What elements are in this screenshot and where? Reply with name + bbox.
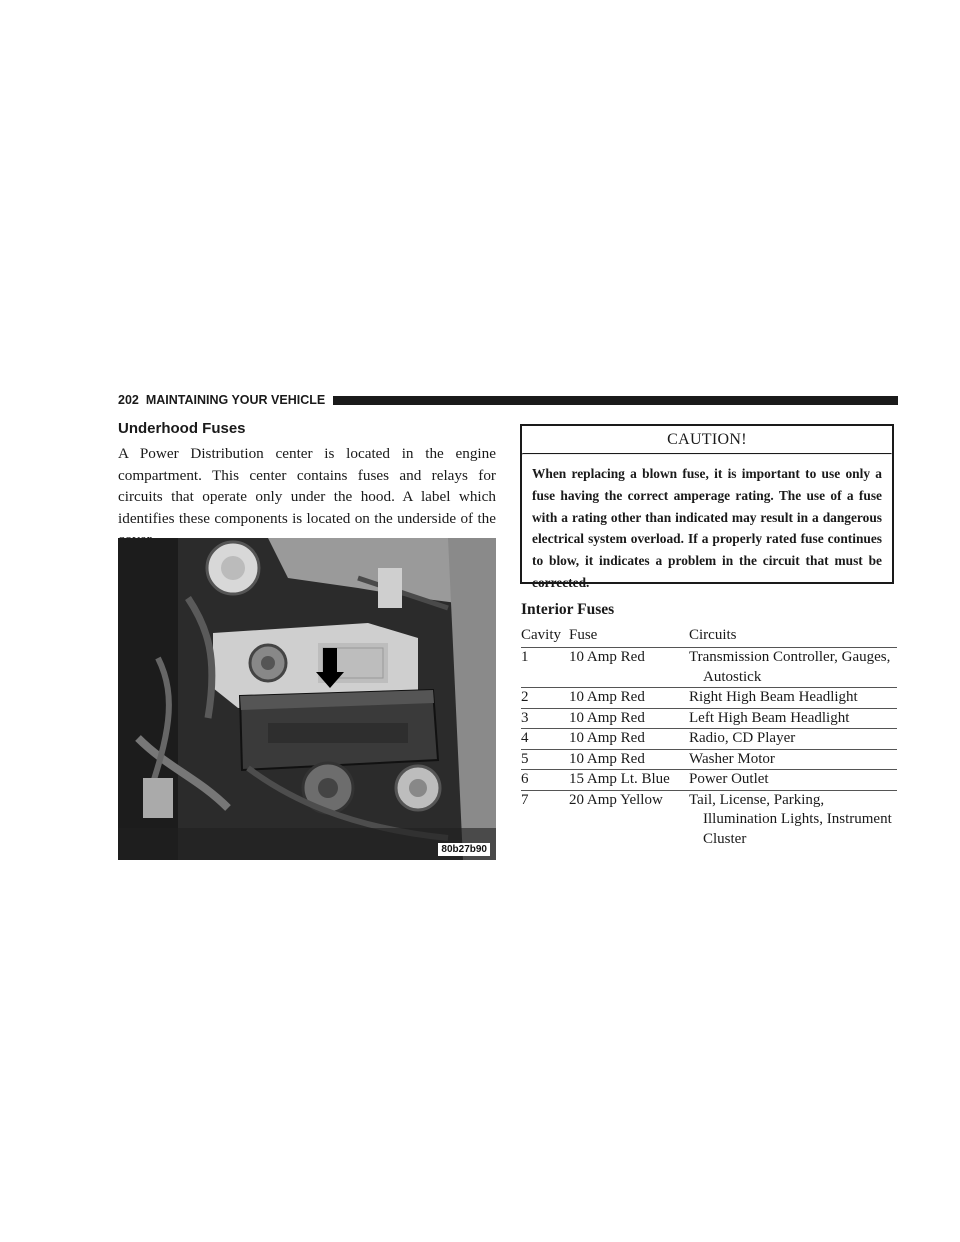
engine-bay-illustration xyxy=(118,538,496,860)
column-header-circuits: Circuits xyxy=(689,625,897,648)
fuse-cell: 15 Amp Lt. Blue xyxy=(569,770,689,791)
cavity-cell: 4 xyxy=(521,729,569,750)
table-row xyxy=(521,708,897,729)
table-row xyxy=(521,790,897,849)
column-header-cavity: Cavity xyxy=(521,625,569,648)
page-header xyxy=(118,390,898,410)
interior-fuse-table xyxy=(521,625,897,849)
table-row xyxy=(521,688,897,709)
cavity-cell: 7 xyxy=(521,791,529,808)
fuse-cell: 20 Amp Yellow xyxy=(569,791,663,808)
fuse-cell: 10 Amp Red xyxy=(569,729,689,750)
caution-title: CAUTION! xyxy=(667,431,747,448)
circuits-cell: Washer Motor xyxy=(689,749,897,770)
underhood-section xyxy=(118,420,496,551)
fuse-cell: 10 Amp Red xyxy=(569,648,689,688)
fuse-cell: 10 Amp Red xyxy=(569,749,689,770)
cavity-cell: 3 xyxy=(521,708,569,729)
cavity-cell: 2 xyxy=(521,688,569,709)
circuits-cell: Right High Beam Headlight xyxy=(689,688,897,709)
circuits-cell: Transmission Controller, Gauges, Autostick xyxy=(689,648,897,688)
column-header-fuse: Fuse xyxy=(569,625,689,648)
interior-fuses-title: Interior Fuses xyxy=(521,601,615,618)
section-name: MAINTAINING YOUR VEHICLE xyxy=(145,393,326,407)
caution-text: When replacing a blown fuse, it is important to use only a fuse having the correct amperage rating. The use of a fuse with a rating other than indicated may result in a dangerous electrical system overload. If a properly rated fuse continues to blow, it indicates a problem in the circuit that must be corrected. xyxy=(532,466,882,590)
circuits-cell: Power Outlet xyxy=(689,770,897,791)
circuits-cell: Tail, License, Parking, Illumination Lights, Instrument Cluster xyxy=(689,791,892,847)
page-header-text xyxy=(118,393,333,407)
cavity-cell: 6 xyxy=(521,770,569,791)
fuse-cell: 10 Amp Red xyxy=(569,708,689,729)
page-number: 202 xyxy=(118,393,139,407)
header-rule xyxy=(333,396,898,405)
caution-box xyxy=(520,424,894,590)
circuits-cell: Radio, CD Player xyxy=(689,729,897,750)
cavity-cell: 5 xyxy=(521,749,569,770)
table-row xyxy=(521,749,897,770)
cavity-cell: 1 xyxy=(521,648,569,688)
table-row xyxy=(521,729,897,750)
caution-divider xyxy=(522,453,892,455)
figure-code: 80b27b90 xyxy=(438,843,490,856)
table-row xyxy=(521,648,897,688)
engine-bay-photo xyxy=(118,538,496,860)
circuits-cell: Left High Beam Headlight xyxy=(689,708,897,729)
underhood-title: Underhood Fuses xyxy=(118,420,246,437)
table-header-row xyxy=(521,625,897,648)
fuse-cell: 10 Amp Red xyxy=(569,688,689,709)
table-row xyxy=(521,770,897,791)
underhood-paragraph: A Power Distribution center is located in the engine compartment. This center contains fuses and relays for circuits that operate only under the hood. A label which identifies these components is located on the underside of the xyxy=(118,445,496,527)
